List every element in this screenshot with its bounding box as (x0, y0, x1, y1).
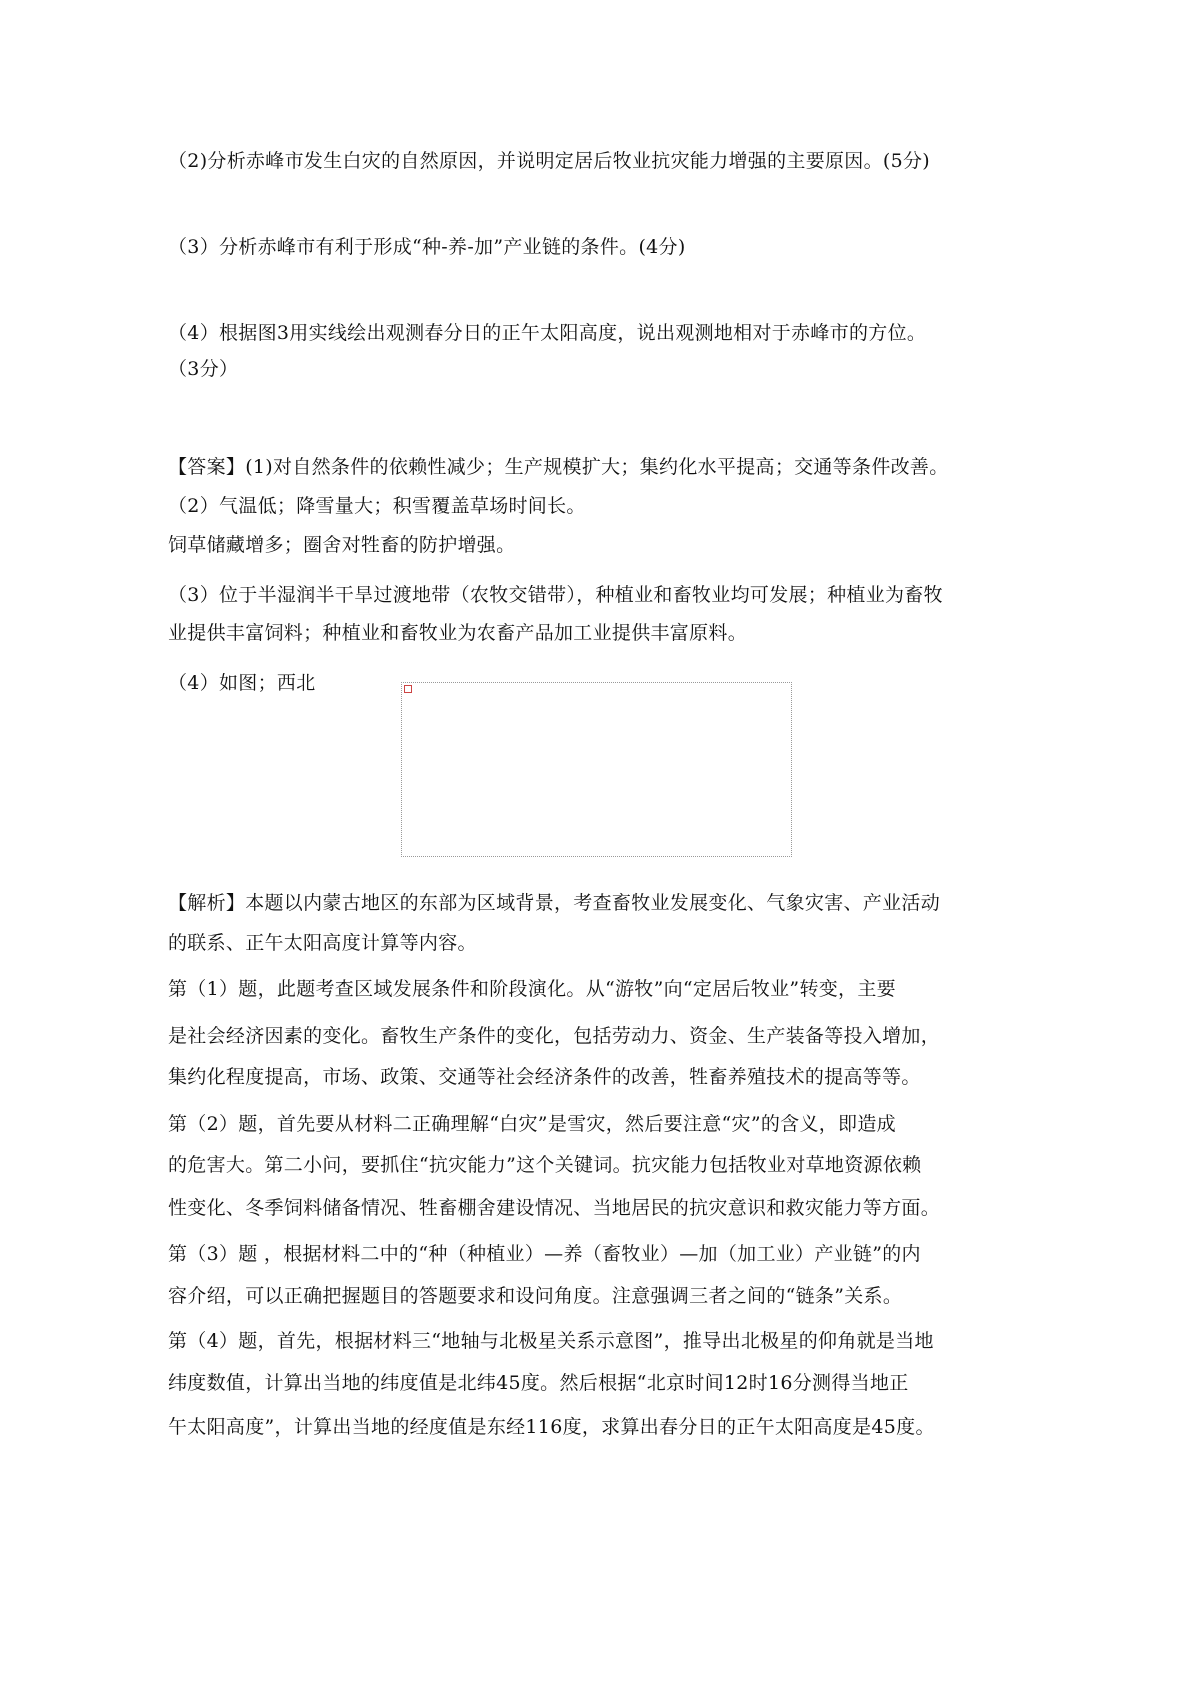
answer-line: 【答案】(1)对自然条件的依赖性减少；生产规模扩大；集约化水平提高；交通等条件改善。 (168, 456, 949, 478)
analysis-line: 性变化、冬季饲料储备情况、牲畜棚舍建设情况、当地居民的抗灾意识和救灾能力等方面。 (168, 1197, 941, 1219)
analysis-line: 的联系、正午太阳高度计算等内容。 (168, 932, 477, 954)
question-3: （3）分析赤峰市有利于形成“种-养-加”产业链的条件。(4分) (168, 236, 686, 258)
broken-image-icon (404, 685, 412, 693)
analysis-line: 午太阳高度”，计算出当地的经度值是东经116度，求算出春分日的正午太阳高度是45度。 (168, 1416, 935, 1438)
analysis-line: 第（3）题 ，根据材料二中的“种（种植业）—养（畜牧业）—加（加工业）产业链”的内 (168, 1243, 921, 1265)
answer-line: （2）气温低；降雪量大；积雪覆盖草场时间长。 (168, 495, 586, 517)
analysis-line: 纬度数值，计算出当地的纬度值是北纬45度。然后根据“北京时间12时16分测得当地正 (168, 1372, 909, 1394)
analysis-line: 的危害大。第二小问，要抓住“抗灾能力”这个关键词。抗灾能力包括牧业对草地资源依赖 (168, 1154, 922, 1176)
analysis-line: 第（4）题，首先，根据材料三“地轴与北极星关系示意图”，推导出北极星的仰角就是当地 (168, 1330, 934, 1352)
question-2: （2)分析赤峰市发生白灾的自然原因，并说明定居后牧业抗灾能力增强的主要原因。(5分) (168, 150, 931, 172)
answer-line: 饲草储藏增多；圈舍对牲畜的防护增强。 (168, 534, 516, 556)
analysis-line: 【解析】本题以内蒙古地区的东部为区域背景，考查畜牧业发展变化、气象灾害、产业活动 (168, 892, 941, 914)
answer-line: 业提供丰富饲料；种植业和畜牧业为农畜产品加工业提供丰富原料。 (168, 622, 748, 644)
analysis-line: 第（1）题，此题考查区域发展条件和阶段演化。从“游牧”向“定居后牧业”转变，主要 (168, 978, 896, 1000)
answer-line: （4）如图；西北 (168, 672, 316, 694)
analysis-line: 第（2）题，首先要从材料二正确理解“白灾”是雪灾，然后要注意“灾”的含义，即造成 (168, 1113, 896, 1135)
question-4-score: （3分） (168, 358, 239, 380)
broken-image-placeholder (401, 682, 792, 857)
answer-line: （3）位于半湿润半干旱过渡地带（农牧交错带），种植业和畜牧业均可发展；种植业为畜牧 (168, 584, 943, 606)
question-4: （4）根据图3用实线绘出观测春分日的正午太阳高度，说出观测地相对于赤峰市的方位。 (168, 322, 927, 344)
analysis-line: 容介绍，可以正确把握题目的答题要求和设问角度。注意强调三者之间的“链条”关系。 (168, 1285, 903, 1307)
analysis-line: 是社会经济因素的变化。畜牧生产条件的变化，包括劳动力、资金、生产装备等投入增加， (168, 1025, 941, 1047)
analysis-line: 集约化程度提高，市场、政策、交通等社会经济条件的改善，牲畜养殖技术的提高等等。 (168, 1066, 921, 1088)
